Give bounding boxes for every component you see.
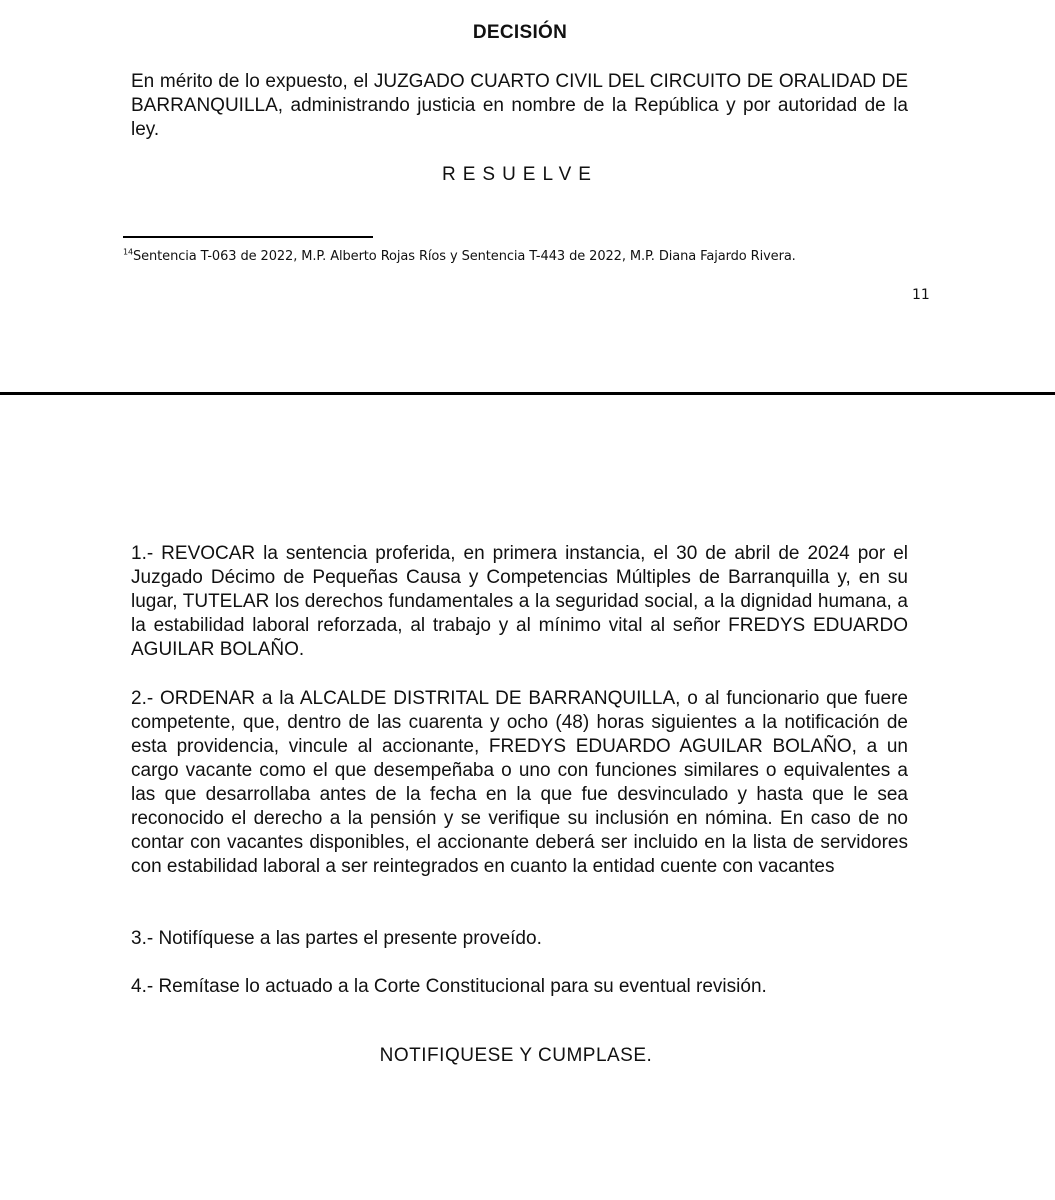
footnote bbox=[123, 249, 796, 264]
page-top bbox=[0, 0, 1055, 392]
resolution-item-3: 3.- Notifíquese a las partes el presente proveído. bbox=[131, 928, 542, 949]
resolution-item-2: 2.- ORDENAR a la ALCALDE DISTRITAL DE BARRANQUILLA, o al funcionario que fuere competente, que, dentro de las cuarenta y ocho (48) horas siguientes a la notificación de esta providencia, vincule al accionante, FREDYS EDUARDO AGUILAR BOLAÑO, a un cargo vacante como el que desempeñaba o uno con funciones similares o equivalentes a las que desarrollaba antes de la fecha en la que fue desvinculado y hasta que le sea reconocido el derecho a la pensión y se verifique su inclusión en nómina. En caso de no contar con vacantes disponibles, el accionante deberá ser incluido en la lista de servidores con estabilidad laboral a ser reintegrados en cuanto la entidad cuente con vacantes bbox=[131, 688, 908, 877]
footnote-divider bbox=[123, 236, 373, 238]
intro-paragraph: En mérito de lo expuesto, el JUZGADO CUARTO CIVIL DEL CIRCUITO DE ORALIDAD DE BARRANQUILLA, administrando justicia en nombre de la República y por autoridad de la ley. bbox=[131, 71, 908, 140]
footnote-number: 14 bbox=[123, 247, 133, 257]
closing-statement: NOTIFIQUESE Y CUMPLASE. bbox=[379, 1045, 653, 1066]
page-number: 11 bbox=[912, 287, 930, 303]
resolution-item-4: 4.- Remítase lo actuado a la Corte Constitucional para su eventual revisión. bbox=[131, 976, 767, 997]
page-bottom bbox=[0, 395, 1055, 1200]
resolution-item-1: 1.- REVOCAR la sentencia proferida, en primera instancia, el 30 de abril de 2024 por el Juzgado Décimo de Pequeñas Causa y Competencias Múltiples de Barranquilla y, en su lugar, TUTELAR los derechos fundamentales a la seguridad social, a la dignidad humana, a la estabilidad laboral reforzada, al trabajo y al mínimo vital al señor FREDYS EDUARDO AGUILAR BOLAÑO. bbox=[131, 543, 908, 660]
section-heading: DECISIÓN bbox=[472, 22, 568, 43]
footnote-text: Sentencia T-063 de 2022, M.P. Alberto Rojas Ríos y Sentencia T-443 de 2022, M.P. Diana Fajardo Rivera. bbox=[132, 249, 796, 264]
resuelve-heading: RESUELVE bbox=[442, 164, 598, 185]
